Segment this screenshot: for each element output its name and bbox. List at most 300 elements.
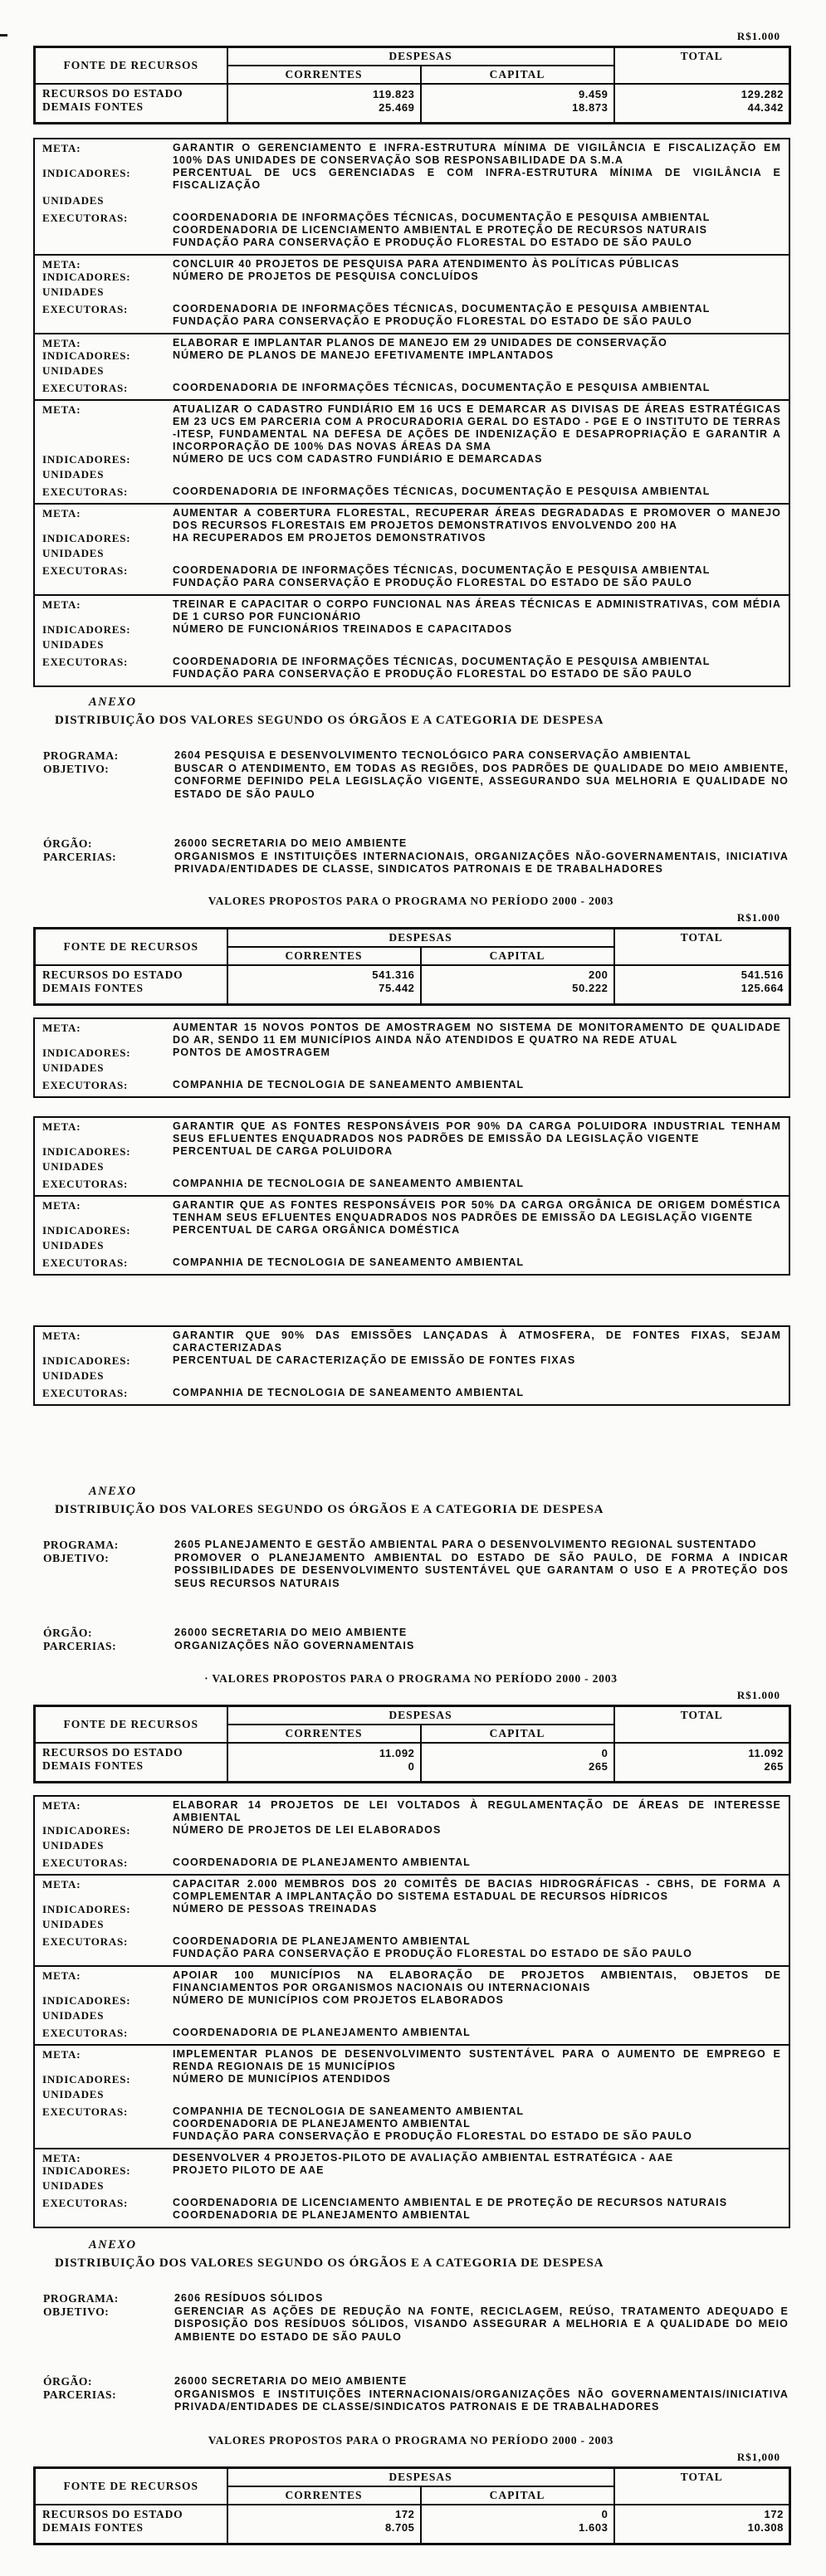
executor-line: COORDENADORIA DE PLANEJAMENTO AMBIENTAL xyxy=(173,2027,471,2038)
executor-line: FUNDAÇÃO PARA CONSERVAÇÃO E PRODUÇÃO FLORESTAL DO ESTADO DE SÃO PAULO xyxy=(173,237,692,248)
meta-row xyxy=(42,403,781,453)
table-row xyxy=(35,84,790,100)
programa-value: 2605 PLANEJAMENTO E GESTÃO AMBIENTAL PARA O DESENVOLVIMENTO REGIONAL SUSTENTADO xyxy=(174,1539,757,1550)
cell-capital: 18.873 xyxy=(421,100,614,124)
values-table xyxy=(33,46,791,124)
unidades-label: UNIDADES xyxy=(42,1159,105,1173)
meta-block xyxy=(33,138,790,256)
indicators-row xyxy=(42,1145,781,1158)
indicators-row xyxy=(42,1354,781,1367)
executoras-row xyxy=(42,1856,781,1869)
col-header-correntes: CORRENTES xyxy=(227,947,421,965)
executoras-label: EXECUTORAS: xyxy=(42,485,129,498)
cell-total: 541.516 xyxy=(614,965,790,982)
executor-line: COORDENADORIA DE LICENCIAMENTO AMBIENTAL E DE PROTEÇÃO DE RECURSOS NATURAIS xyxy=(173,2197,728,2208)
section-anexo-2606 xyxy=(0,2238,826,2545)
distribution-heading: DISTRIBUIÇÃO DOS VALORES SEGUNDO OS ÓRGÃOS E A CATEGORIA DE DESPESA xyxy=(55,1503,604,1516)
indicators-row xyxy=(42,271,781,283)
objetivo-label: OBJETIVO: xyxy=(43,1551,110,1564)
executor-line: FUNDAÇÃO PARA CONSERVAÇÃO E PRODUÇÃO FLORESTAL DO ESTADO DE SÃO PAULO xyxy=(173,1948,692,1959)
meta-label: META: xyxy=(42,1799,81,1812)
executoras-text xyxy=(173,2197,781,2222)
indicators-row xyxy=(42,1994,781,2007)
meta-block xyxy=(33,1325,790,1406)
meta-label: META: xyxy=(42,1198,81,1212)
executoras-row xyxy=(42,1935,781,1960)
col-header-fonte-de-recursos: FONTE DE RECURSOS xyxy=(35,928,227,965)
orgao-label: ÓRGÃO: xyxy=(43,2375,93,2388)
unidades-label: UNIDADES xyxy=(42,194,105,207)
indicators-label: INDICADORES: xyxy=(42,1903,131,1915)
cell-correntes: 0 xyxy=(227,1759,421,1783)
cell-capital: 0 xyxy=(421,1743,614,1759)
programa-label: PROGRAMA: xyxy=(43,749,119,762)
unidades-label: UNIDADES xyxy=(42,1061,105,1074)
meta-text: GARANTIR QUE AS FONTES RESPONSÁVEIS POR 90% DA CARGA POLUIDORA INDUSTRIAL TENHAM SEUS EFLUENTES ENQUADRADOS NOS PADRÕES DE EMISSÃO DA LEGISLAÇÃO VIGENTE xyxy=(173,1120,781,1144)
col-header-total: TOTAL xyxy=(614,1706,790,1744)
table-row xyxy=(35,2521,790,2544)
values-table-body xyxy=(35,1743,790,1783)
meta-text: AUMENTAR A COBERTURA FLORESTAL, RECUPERAR ÁREAS DEGRADADAS E PROMOVER O MANEJO DOS RECURSOS FLORESTAIS EM PROJETOS DEMONSTRATIVOS ENVOLVENDO 200 HA xyxy=(173,507,781,531)
col-header-correntes: CORRENTES xyxy=(227,66,421,84)
unidades-row xyxy=(42,1239,781,1251)
meta-block xyxy=(33,333,790,401)
executor-line: COORDENADORIA DE INFORMAÇÕES TÉCNICAS, DOCUMENTAÇÃO E PESQUISA AMBIENTAL xyxy=(173,303,711,315)
parcerias-label: PARCERIAS: xyxy=(43,2388,117,2401)
parcerias-row xyxy=(43,851,789,876)
orgao-row xyxy=(43,837,789,851)
executor-line: COORDENADORIA DE LICENCIAMENTO AMBIENTAL E PROTEÇÃO DE RECURSOS NATURAIS xyxy=(173,224,708,236)
col-header-fonte-de-recursos: FONTE DE RECURSOS xyxy=(35,2467,227,2505)
cell-fonte: DEMAIS FONTES xyxy=(35,100,227,124)
meta-row xyxy=(42,1969,781,1994)
values-table xyxy=(33,1705,791,1783)
meta-label: META: xyxy=(42,1878,81,1891)
col-header-capital: CAPITAL xyxy=(421,66,614,84)
section-anexo-2604 xyxy=(0,695,826,1406)
cell-total: 125.664 xyxy=(614,982,790,1005)
meta-text: GARANTIR O GERENCIAMENTO E INFRA-ESTRUTURA MÍNIMA DE VIGILÂNCIA E FISCALIZAÇÃO EM 100% DAS UNIDADES DE CONSERVAÇÃO SOB RESPONSABILIDADE DA S.M.A xyxy=(173,142,781,166)
indicators-label: INDICADORES: xyxy=(42,2164,131,2177)
executoras-label: EXECUTORAS: xyxy=(42,1386,129,1399)
currency-note: R$1.000 xyxy=(736,910,780,924)
cell-total: 172 xyxy=(614,2505,790,2521)
unidades-label: UNIDADES xyxy=(42,1368,105,1382)
meta-text: IMPLEMENTAR PLANOS DE DESENVOLVIMENTO SUSTENTÁVEL PARA O AUMENTO DE EMPREGO E RENDA REGIONAIS DE 15 MUNICÍPIOS xyxy=(173,2048,781,2072)
indicators-label: INDICADORES: xyxy=(42,1046,131,1059)
anexo-heading: ANEXO xyxy=(89,695,137,709)
executoras-row xyxy=(42,2027,781,2039)
currency-note: R$1.000 xyxy=(736,30,780,42)
meta-row xyxy=(42,258,781,271)
parcerias-row xyxy=(43,1640,789,1653)
meta-row xyxy=(42,1329,781,1354)
indicators-text: PERCENTUAL DE CARGA ORGÂNICA DOMÉSTICA xyxy=(173,1223,461,1236)
programa-value: 2606 RESÍDUOS SÓLIDOS xyxy=(174,2292,324,2304)
indicators-text: NÚMERO DE MUNICÍPIOS ATENDIDOS xyxy=(173,2073,391,2085)
meta-text: CONCLUIR 40 PROJETOS DE PESQUISA PARA ATENDIMENTO ÀS POLÍTICAS PÚBLICAS xyxy=(173,258,680,270)
unidades-row xyxy=(42,2009,781,2022)
values-table xyxy=(33,2466,791,2545)
distribution-heading: DISTRIBUIÇÃO DOS VALORES SEGUNDO OS ÓRGÃOS E A CATEGORIA DE DESPESA xyxy=(55,2256,604,2270)
indicators-row xyxy=(42,2073,781,2086)
meta-label: META: xyxy=(42,1021,81,1034)
indicators-label: INDICADORES: xyxy=(42,453,131,466)
unidades-label: UNIDADES xyxy=(42,364,105,377)
executoras-row xyxy=(42,564,781,589)
meta-block xyxy=(33,2148,790,2228)
executor-line: COORDENADORIA DE INFORMAÇÕES TÉCNICAS, DOCUMENTAÇÃO E PESQUISA AMBIENTAL xyxy=(173,212,711,223)
cell-total: 129.282 xyxy=(614,84,790,100)
executoras-row xyxy=(42,656,781,681)
cell-capital: 200 xyxy=(421,965,614,982)
executor-line: FUNDAÇÃO PARA CONSERVAÇÃO E PRODUÇÃO FLORESTAL DO ESTADO DE SÃO PAULO xyxy=(173,2130,692,2142)
meta-row xyxy=(42,1799,781,1824)
executoras-text xyxy=(173,1935,781,1960)
indicators-label: INDICADORES: xyxy=(42,1824,131,1837)
unidades-row xyxy=(42,2088,781,2100)
meta-text: ELABORAR 14 PROJETOS DE LEI VOLTADOS À REGULAMENTAÇÃO DE ÁREAS DE INTERESSE AMBIENTAL xyxy=(173,1799,781,1823)
unidades-label: UNIDADES xyxy=(42,1238,105,1251)
table-row xyxy=(35,100,790,124)
meta-label: META: xyxy=(42,1969,81,1982)
meta-block xyxy=(33,1965,790,2046)
executoras-row xyxy=(42,1178,781,1190)
objetivo-value: GERENCIAR AS AÇÕES DE REDUÇÃO NA FONTE, RECICLAGEM, REÚSO, TRATAMENTO ADEQUADO E DISPOSIÇÃO DOS RESÍDUOS SÓLIDOS, VISANDO ASSEGURAR A MELHORIA E A QUALIDADE DO MEIO AMBIENTE DO ESTADO DE SÃO PAULO xyxy=(174,2305,789,2343)
cell-fonte: RECURSOS DO ESTADO xyxy=(35,84,227,100)
meta-block xyxy=(33,2044,790,2149)
col-header-despesas: DESPESAS xyxy=(227,47,614,66)
unidades-row xyxy=(42,1061,781,1074)
meta-stack xyxy=(33,1325,790,1406)
anexo-heading: ANEXO xyxy=(89,2238,137,2252)
indicators-label: INDICADORES: xyxy=(42,623,131,636)
meta-block xyxy=(33,503,790,596)
indicators-text: PROJETO PILOTO DE AAE xyxy=(173,2164,325,2176)
meta-row xyxy=(42,1878,781,1903)
orgao-row xyxy=(43,1627,789,1640)
executoras-text xyxy=(173,1256,781,1269)
meta-label: META: xyxy=(42,1120,81,1133)
objetivo-label: OBJETIVO: xyxy=(43,762,110,775)
executor-line: COORDENADORIA DE PLANEJAMENTO AMBIENTAL xyxy=(173,1935,471,1947)
executor-line: COORDENADORIA DE INFORMAÇÕES TÉCNICAS, DOCUMENTAÇÃO E PESQUISA AMBIENTAL xyxy=(173,564,711,576)
orgao-label: ÓRGÃO: xyxy=(43,837,93,850)
meta-text: GARANTIR QUE AS FONTES RESPONSÁVEIS POR 50% DA CARGA ORGÂNICA DE ORIGEM DOMÉSTICA TENHAM SEUS EFLUENTES ENQUADRADOS NOS PADRÕES DE EMISSÃO DA LEGISLAÇÃO VIGENTE xyxy=(173,1198,781,1223)
parcerias-label: PARCERIAS: xyxy=(43,1639,117,1652)
executoras-text xyxy=(173,382,781,394)
cell-total: 10.308 xyxy=(614,2521,790,2544)
cell-total: 11.092 xyxy=(614,1743,790,1759)
executoras-text xyxy=(173,1079,781,1091)
executoras-label: EXECUTORAS: xyxy=(42,382,129,394)
cell-capital: 1.603 xyxy=(421,2521,614,2544)
executor-line: COMPANHIA DE TECNOLOGIA DE SANEAMENTO AMBIENTAL xyxy=(173,1078,525,1090)
meta-label: META: xyxy=(42,258,81,271)
executoras-text xyxy=(173,1178,781,1190)
executoras-label: EXECUTORAS: xyxy=(42,1856,129,1869)
executoras-text xyxy=(173,2027,781,2039)
meta-text: ELABORAR E IMPLANTAR PLANOS DE MANEJO EM 29 UNIDADES DE CONSERVAÇÃO xyxy=(173,337,667,349)
indicators-text: NÚMERO DE PLANOS DE MANEJO EFETIVAMENTE IMPLANTADOS xyxy=(173,349,555,361)
cell-correntes: 8.705 xyxy=(227,2521,421,2544)
meta-label: META: xyxy=(42,1329,81,1342)
executoras-label: EXECUTORAS: xyxy=(42,2197,129,2209)
meta-row xyxy=(42,598,781,623)
indicators-row xyxy=(42,532,781,544)
cell-correntes: 25.469 xyxy=(227,100,421,124)
meta-row xyxy=(42,1022,781,1046)
executoras-label: EXECUTORAS: xyxy=(42,212,129,224)
executoras-row xyxy=(42,2105,781,2143)
indicators-row xyxy=(42,1046,781,1059)
programa-label: PROGRAMA: xyxy=(43,1539,119,1551)
unidades-label: UNIDADES xyxy=(42,1918,105,1930)
orgao-row xyxy=(43,2375,789,2388)
indicators-label: INDICADORES: xyxy=(42,1354,131,1367)
indicators-row xyxy=(42,1903,781,1915)
indicators-text: PERCENTUAL DE CARACTERIZAÇÃO DE EMISSÃO DE FONTES FIXAS xyxy=(173,1354,576,1366)
meta-block xyxy=(33,1195,790,1276)
cell-capital: 0 xyxy=(421,2505,614,2521)
meta-row xyxy=(42,337,781,349)
cell-correntes: 119.823 xyxy=(227,84,421,100)
cell-correntes: 75.442 xyxy=(227,982,421,1005)
executoras-text xyxy=(173,564,781,589)
unidades-row xyxy=(42,1918,781,1930)
valores-title: · VALORES PROPOSTOS PARA O PROGRAMA NO PERÍODO 2000 - 2003 xyxy=(204,1672,618,1685)
meta-text: DESENVOLVER 4 PROJETOS-PILOTO DE AVALIAÇÃO AMBIENTAL ESTRATÉGICA - AAE xyxy=(173,2152,674,2164)
parcerias-value: ORGANISMOS E INSTITUIÇÕES INTERNACIONAIS, ORGANIZAÇÕES NÃO-GOVERNAMENTAIS, INICIATIVA PRIVADA/ENTIDADES DE CLASSE, SINDICATOS PATRONAIS E DE TRABALHADORES xyxy=(174,850,789,875)
col-header-total: TOTAL xyxy=(614,47,790,85)
col-header-despesas: DESPESAS xyxy=(227,2467,614,2486)
cell-correntes: 172 xyxy=(227,2505,421,2521)
col-header-fonte-de-recursos: FONTE DE RECURSOS xyxy=(35,47,227,85)
executoras-label: EXECUTORAS: xyxy=(42,2027,129,2039)
executor-line: FUNDAÇÃO PARA CONSERVAÇÃO E PRODUÇÃO FLORESTAL DO ESTADO DE SÃO PAULO xyxy=(173,668,692,680)
table-row xyxy=(35,2505,790,2521)
meta-stack xyxy=(33,1116,790,1276)
meta-text: CAPACITAR 2.000 MEMBROS DOS 20 COMITÊS DE BACIAS HIDROGRÁFICAS - CBHS, DE FORMA A COMPLEMENTAR A IMPLANTAÇÃO DO SISTEMA ESTADUAL DE RECURSOS HÍDRICOS xyxy=(173,1878,781,1902)
executor-line: COORDENADORIA DE PLANEJAMENTO AMBIENTAL xyxy=(173,1856,471,1868)
executor-line: COMPANHIA DE TECNOLOGIA DE SANEAMENTO AMBIENTAL xyxy=(173,2105,525,2117)
cell-total: 44.342 xyxy=(614,100,790,124)
values-table-body xyxy=(35,965,790,1005)
meta-label: META: xyxy=(42,337,81,349)
cell-fonte: RECURSOS DO ESTADO xyxy=(35,1743,227,1759)
unidades-label: UNIDADES xyxy=(42,638,105,651)
indicators-label: INDICADORES: xyxy=(42,1223,131,1237)
meta-row xyxy=(42,1120,781,1145)
executor-line: COMPANHIA DE TECNOLOGIA DE SANEAMENTO AMBIENTAL xyxy=(173,1256,525,1268)
executoras-text xyxy=(173,2105,781,2143)
unidades-label: UNIDADES xyxy=(42,468,105,481)
executor-line: COORDENADORIA DE INFORMAÇÕES TÉCNICAS, DOCUMENTAÇÃO E PESQUISA AMBIENTAL xyxy=(173,656,711,667)
objetivo-value: PROMOVER O PLANEJAMENTO AMBIENTAL DO ESTADO DE SÃO PAULO, DE FORMA A INDICAR POSSIBILIDADES DE DESENVOLVIMENTO SUSTENTÁVEL QUE GARANTAM O USO E A PROTEÇÃO DOS SEUS RECURSOS NATURAIS xyxy=(174,1551,789,1589)
cell-capital: 9.459 xyxy=(421,84,614,100)
programa-row xyxy=(43,2292,789,2305)
executoras-label: EXECUTORAS: xyxy=(42,1935,129,1948)
meta-text: APOIAR 100 MUNICÍPIOS NA ELABORAÇÃO DE PROJETOS AMBIENTAIS, OBJETOS DE FINANCIAMENTOS POR ORGANISMOS NACIONAIS OU INTERNACIONAIS xyxy=(173,1969,781,1993)
anexo-heading: ANEXO xyxy=(89,1485,137,1498)
meta-label: META: xyxy=(42,2048,81,2061)
executor-line: COORDENADORIA DE PLANEJAMENTO AMBIENTAL xyxy=(173,2209,471,2221)
meta-row xyxy=(42,2152,781,2164)
meta-block xyxy=(33,399,790,505)
executoras-label: EXECUTORAS: xyxy=(42,656,129,668)
programa-row xyxy=(43,1539,789,1552)
indicators-row xyxy=(42,349,781,362)
meta-label: META: xyxy=(42,142,81,154)
executor-line: COORDENADORIA DE PLANEJAMENTO AMBIENTAL xyxy=(173,2118,471,2130)
indicators-text: HA RECUPERADOS EM PROJETOS DEMONSTRATIVOS xyxy=(173,532,486,544)
executoras-row xyxy=(42,1256,781,1269)
unidades-row xyxy=(42,285,781,298)
executoras-label: EXECUTORAS: xyxy=(42,1078,129,1091)
executoras-row xyxy=(42,382,781,394)
executor-line: FUNDAÇÃO PARA CONSERVAÇÃO E PRODUÇÃO FLORESTAL DO ESTADO DE SÃO PAULO xyxy=(173,315,692,327)
indicators-label: INDICADORES: xyxy=(42,271,131,283)
meta-label: META: xyxy=(42,598,81,611)
col-header-fonte-de-recursos: FONTE DE RECURSOS xyxy=(35,1706,227,1744)
unidades-row xyxy=(42,2179,781,2192)
indicators-text: PONTOS DE AMOSTRAGEM xyxy=(173,1046,331,1058)
col-header-capital: CAPITAL xyxy=(421,2486,614,2505)
executor-line: COMPANHIA DE TECNOLOGIA DE SANEAMENTO AMBIENTAL xyxy=(173,1177,525,1189)
executor-line: COORDENADORIA DE INFORMAÇÕES TÉCNICAS, DOCUMENTAÇÃO E PESQUISA AMBIENTAL xyxy=(173,485,711,497)
meta-text: GARANTIR QUE 90% DAS EMISSÕES LANÇADAS À ATMOSFERA, DE FONTES FIXAS, SEJAM CARACTERIZADAS xyxy=(173,1329,781,1354)
meta-block xyxy=(33,1795,790,1876)
currency-note: R$1,000 xyxy=(736,2450,780,2463)
table-row xyxy=(35,1759,790,1783)
unidades-row xyxy=(42,1839,781,1852)
executoras-text xyxy=(173,1856,781,1869)
unidades-row xyxy=(42,1160,781,1173)
executoras-row xyxy=(42,1387,781,1399)
objetivo-value: BUSCAR O ATENDIMENTO, EM TODAS AS REGIÕES, DOS PADRÕES DE QUALIDADE DO MEIO AMBIENTE, CONFORME DEFINIDO PELA LEGISLAÇÃO VIGENTE, ASSEGURANDO SUA MELHORIA E QUALIDADE NO ESTADO DE SÃO PAULO xyxy=(174,762,789,800)
meta-block xyxy=(33,1874,790,1967)
meta-text: TREINAR E CAPACITAR O CORPO FUNCIONAL NAS ÁREAS TÉCNICAS E ADMINISTRATIVAS, COM MÉDIA DE 1 CURSO POR FUNCIONÁRIO xyxy=(173,598,781,622)
cell-fonte: RECURSOS DO ESTADO xyxy=(35,965,227,982)
orgao-value: 26000 SECRETARIA DO MEIO AMBIENTE xyxy=(174,2375,408,2387)
unidades-label: UNIDADES xyxy=(42,2088,105,2100)
table-row xyxy=(35,982,790,1005)
unidades-row xyxy=(42,194,781,207)
col-header-correntes: CORRENTES xyxy=(227,2486,421,2505)
cell-capital: 265 xyxy=(421,1759,614,1783)
executoras-row xyxy=(42,485,781,498)
executor-line: FUNDAÇÃO PARA CONSERVAÇÃO E PRODUÇÃO FLORESTAL DO ESTADO DE SÃO PAULO xyxy=(173,577,692,588)
col-header-total: TOTAL xyxy=(614,2467,790,2505)
valores-title: VALORES PROPOSTOS PARA O PROGRAMA NO PERÍODO 2000 - 2003 xyxy=(208,2433,614,2447)
executoras-label: EXECUTORAS: xyxy=(42,564,129,577)
meta-stack xyxy=(33,138,790,687)
meta-label: META: xyxy=(42,507,81,520)
cell-fonte: DEMAIS FONTES xyxy=(35,982,227,1005)
meta-row xyxy=(42,507,781,532)
meta-text: ATUALIZAR O CADASTRO FUNDIÁRIO EM 16 UCS E DEMARCAR AS DIVISAS DE ÁREAS ESTRATÉGICAS EM 23 UCS EM PARCERIA COM A PROCURADORIA GERAL DO ESTADO - PGE E O INSTITUTO DE TERRAS -ITESP, FUNDAMENTAL NA DEFESA DE AÇÕES DE INDENIZAÇÃO E DESAPROPRIAÇÃO E GARANTIR A INCORPORAÇÃO DE 100% DAS NOVAS ÁREAS DA SMA xyxy=(173,403,781,452)
parcerias-value: ORGANIZAÇÕES NÃO GOVERNAMENTAIS xyxy=(174,1639,415,1651)
cell-correntes: 541.316 xyxy=(227,965,421,982)
meta-row xyxy=(42,2048,781,2073)
indicators-row xyxy=(42,623,781,636)
unidades-label: UNIDADES xyxy=(42,2009,105,2022)
meta-block xyxy=(33,1116,790,1197)
meta-block xyxy=(33,1017,790,1098)
values-table xyxy=(33,927,791,1006)
executoras-label: EXECUTORAS: xyxy=(42,1256,129,1269)
col-header-capital: CAPITAL xyxy=(421,1725,614,1743)
indicators-text: NÚMERO DE FUNCIONÁRIOS TREINADOS E CAPACITADOS xyxy=(173,623,513,635)
executoras-text xyxy=(173,303,781,328)
objetivo-label: OBJETIVO: xyxy=(43,2305,110,2318)
executoras-row xyxy=(42,1079,781,1091)
cell-fonte: DEMAIS FONTES xyxy=(35,1759,227,1783)
section-anexo-2605 xyxy=(0,1485,826,2228)
col-header-despesas: DESPESAS xyxy=(227,1706,614,1725)
indicators-text: NÚMERO DE UCS COM CADASTRO FUNDIÁRIO E DEMARCADAS xyxy=(173,453,543,465)
values-table-body xyxy=(35,2505,790,2544)
executoras-label: EXECUTORAS: xyxy=(42,2105,129,2118)
executoras-text xyxy=(173,212,781,249)
unidades-label: UNIDADES xyxy=(42,547,105,559)
executoras-text xyxy=(173,656,781,681)
executoras-label: EXECUTORAS: xyxy=(42,303,129,315)
programa-value: 2604 PESQUISA E DESENVOLVIMENTO TECNOLÓGICO PARA CONSERVAÇÃO AMBIENTAL xyxy=(174,749,692,761)
indicators-label: INDICADORES: xyxy=(42,532,131,544)
executoras-text xyxy=(173,1387,781,1399)
meta-block xyxy=(33,594,790,687)
indicators-row xyxy=(42,167,781,192)
col-header-capital: CAPITAL xyxy=(421,947,614,965)
table-row xyxy=(35,1743,790,1759)
meta-label: META: xyxy=(42,403,81,416)
executoras-row xyxy=(42,2197,781,2222)
unidades-label: UNIDADES xyxy=(42,2179,105,2192)
programa-label: PROGRAMA: xyxy=(43,2292,119,2305)
indicators-text: PERCENTUAL DE UCS GERENCIADAS E COM INFRA-ESTRUTURA MÍNIMA DE VIGILÂNCIA E FISCALIZAÇÃO xyxy=(173,167,781,191)
valores-title: VALORES PROPOSTOS PARA O PROGRAMA NO PERÍODO 2000 - 2003 xyxy=(208,894,614,907)
meta-row xyxy=(42,142,781,167)
meta-row xyxy=(42,1199,781,1224)
meta-text: AUMENTAR 15 NOVOS PONTOS DE AMOSTRAGEM NO SISTEMA DE MONITORAMENTO DE QUALIDADE DO AR, SENDO 11 EM MUNICÍPIOS AINDA NÃO ATENDIDOS E QUATRO NA REDE ATUAL xyxy=(173,1021,781,1046)
executoras-text xyxy=(173,485,781,498)
values-table-body xyxy=(35,84,790,124)
indicators-row xyxy=(42,2164,781,2177)
parcerias-label: PARCERIAS: xyxy=(43,850,117,863)
executoras-row xyxy=(42,212,781,249)
executoras-row xyxy=(42,303,781,328)
cell-capital: 50.222 xyxy=(421,982,614,1005)
col-header-total: TOTAL xyxy=(614,928,790,965)
indicators-row xyxy=(42,1824,781,1837)
unidades-row xyxy=(42,1369,781,1382)
executor-line: COORDENADORIA DE INFORMAÇÕES TÉCNICAS, DOCUMENTAÇÃO E PESQUISA AMBIENTAL xyxy=(173,382,711,393)
indicators-label: INDICADORES: xyxy=(42,1994,131,2007)
indicators-text: PERCENTUAL DE CARGA POLUIDORA xyxy=(173,1144,393,1157)
objetivo-row xyxy=(43,1552,789,1591)
cell-fonte: DEMAIS FONTES xyxy=(35,2521,227,2544)
cell-correntes: 11.092 xyxy=(227,1743,421,1759)
indicators-text: NÚMERO DE PROJETOS DE LEI ELABORADOS xyxy=(173,1824,442,1836)
currency-note: R$1.000 xyxy=(736,1689,780,1701)
distribution-heading: DISTRIBUIÇÃO DOS VALORES SEGUNDO OS ÓRGÃOS E A CATEGORIA DE DESPESA xyxy=(55,714,604,727)
indicators-text: NÚMERO DE PROJETOS DE PESQUISA CONCLUÍDOS xyxy=(173,271,479,282)
meta-stack xyxy=(33,1017,790,1098)
executor-line: COMPANHIA DE TECNOLOGIA DE SANEAMENTO AMBIENTAL xyxy=(173,1386,525,1398)
cell-fonte: RECURSOS DO ESTADO xyxy=(35,2505,227,2521)
programa-row xyxy=(43,749,789,763)
